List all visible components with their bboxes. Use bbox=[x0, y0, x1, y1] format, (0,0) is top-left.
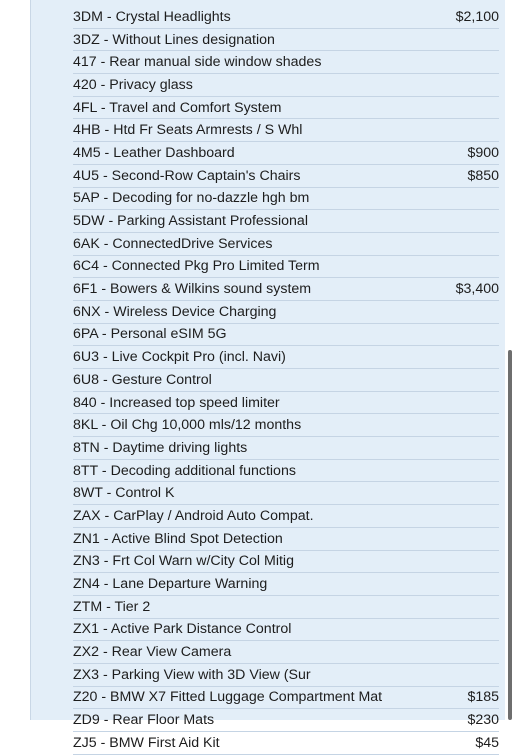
option-label: 6U3 - Live Cockpit Pro (incl. Navi) bbox=[73, 349, 286, 366]
list-item bbox=[73, 528, 499, 551]
option-label: ZD9 - Rear Floor Mats bbox=[73, 712, 215, 729]
list-item bbox=[73, 324, 499, 347]
list-item bbox=[73, 687, 499, 710]
list-item bbox=[73, 301, 499, 324]
options-sheet bbox=[30, 0, 505, 751]
option-price: $850 bbox=[467, 167, 499, 184]
option-price: $900 bbox=[467, 144, 499, 161]
option-label: 840 - Increased top speed limiter bbox=[73, 394, 280, 411]
option-price: $3,400 bbox=[455, 281, 499, 298]
option-label: 8WT - Control K bbox=[73, 485, 175, 502]
vertical-scrollbar[interactable] bbox=[508, 350, 512, 720]
option-label: 6U8 - Gesture Control bbox=[73, 371, 212, 388]
list-item bbox=[73, 392, 499, 415]
option-label: 5DW - Parking Assistant Professional bbox=[73, 213, 308, 230]
option-price: $230 bbox=[467, 712, 499, 729]
option-label: 4U5 - Second-Row Captain's Chairs bbox=[73, 167, 301, 184]
list-item bbox=[73, 505, 499, 528]
list-item bbox=[73, 119, 499, 142]
option-label: 420 - Privacy glass bbox=[73, 76, 193, 93]
option-price: $185 bbox=[467, 689, 499, 706]
list-item bbox=[73, 551, 499, 574]
option-label: 5AP - Decoding for no-dazzle hgh bm bbox=[73, 190, 310, 207]
list-item bbox=[73, 709, 499, 732]
list-item bbox=[73, 346, 499, 369]
option-label: ZX1 - Active Park Distance Control bbox=[73, 621, 292, 638]
list-item bbox=[73, 437, 499, 460]
list-item bbox=[73, 51, 499, 74]
option-price: $2,100 bbox=[455, 8, 499, 25]
option-label: Z20 - BMW X7 Fitted Luggage Compartment Mat bbox=[73, 689, 383, 706]
list-item bbox=[73, 210, 499, 233]
options-list bbox=[73, 6, 499, 755]
option-label: 6C4 - Connected Pkg Pro Limited Term bbox=[73, 258, 320, 275]
list-item bbox=[73, 97, 499, 120]
option-label: 4HB - Htd Fr Seats Armrests / S Whl bbox=[73, 122, 303, 139]
list-item bbox=[73, 596, 499, 619]
option-label: ZTM - Tier 2 bbox=[73, 598, 151, 615]
option-label: ZAX - CarPlay / Android Auto Compat. bbox=[73, 507, 314, 524]
option-label: 3DZ - Without Lines designation bbox=[73, 31, 275, 48]
list-item bbox=[73, 369, 499, 392]
option-label: 417 - Rear manual side window shades bbox=[73, 54, 322, 71]
option-label: ZJ5 - BMW First Aid Kit bbox=[73, 734, 220, 751]
option-label: 3DM - Crystal Headlights bbox=[73, 8, 231, 25]
option-label: 8TT - Decoding additional functions bbox=[73, 462, 296, 479]
list-item bbox=[73, 6, 499, 29]
option-price: $45 bbox=[475, 734, 499, 751]
list-item bbox=[73, 460, 499, 483]
list-item bbox=[73, 278, 499, 301]
list-item bbox=[73, 482, 499, 505]
list-item bbox=[73, 641, 499, 664]
list-item bbox=[73, 29, 499, 52]
list-item bbox=[73, 142, 499, 165]
option-label: 8KL - Oil Chg 10,000 mls/12 months bbox=[73, 417, 302, 434]
option-label: 8TN - Daytime driving lights bbox=[73, 439, 248, 456]
list-item bbox=[73, 664, 499, 687]
list-item bbox=[73, 256, 499, 279]
list-item bbox=[73, 414, 499, 437]
list-item bbox=[73, 619, 499, 642]
option-label: 6AK - ConnectedDrive Services bbox=[73, 235, 273, 252]
option-label: 4FL - Travel and Comfort System bbox=[73, 99, 282, 116]
option-label: ZX2 - Rear View Camera bbox=[73, 644, 232, 661]
list-item bbox=[73, 732, 499, 755]
option-label: 6F1 - Bowers & Wilkins sound system bbox=[73, 281, 312, 298]
option-label: ZN4 - Lane Departure Warning bbox=[73, 576, 268, 593]
option-label: ZN3 - Frt Col Warn w/City Col Mitig bbox=[73, 553, 294, 570]
option-label: 6PA - Personal eSIM 5G bbox=[73, 326, 227, 343]
option-label: 6NX - Wireless Device Charging bbox=[73, 303, 277, 320]
list-item bbox=[73, 233, 499, 256]
list-item bbox=[73, 573, 499, 596]
list-item bbox=[73, 188, 499, 211]
option-label: ZX3 - Parking View with 3D View (Sur bbox=[73, 666, 311, 683]
list-item bbox=[73, 165, 499, 188]
list-item bbox=[73, 74, 499, 97]
option-label: ZN1 - Active Blind Spot Detection bbox=[73, 530, 283, 547]
option-label: 4M5 - Leather Dashboard bbox=[73, 144, 235, 161]
